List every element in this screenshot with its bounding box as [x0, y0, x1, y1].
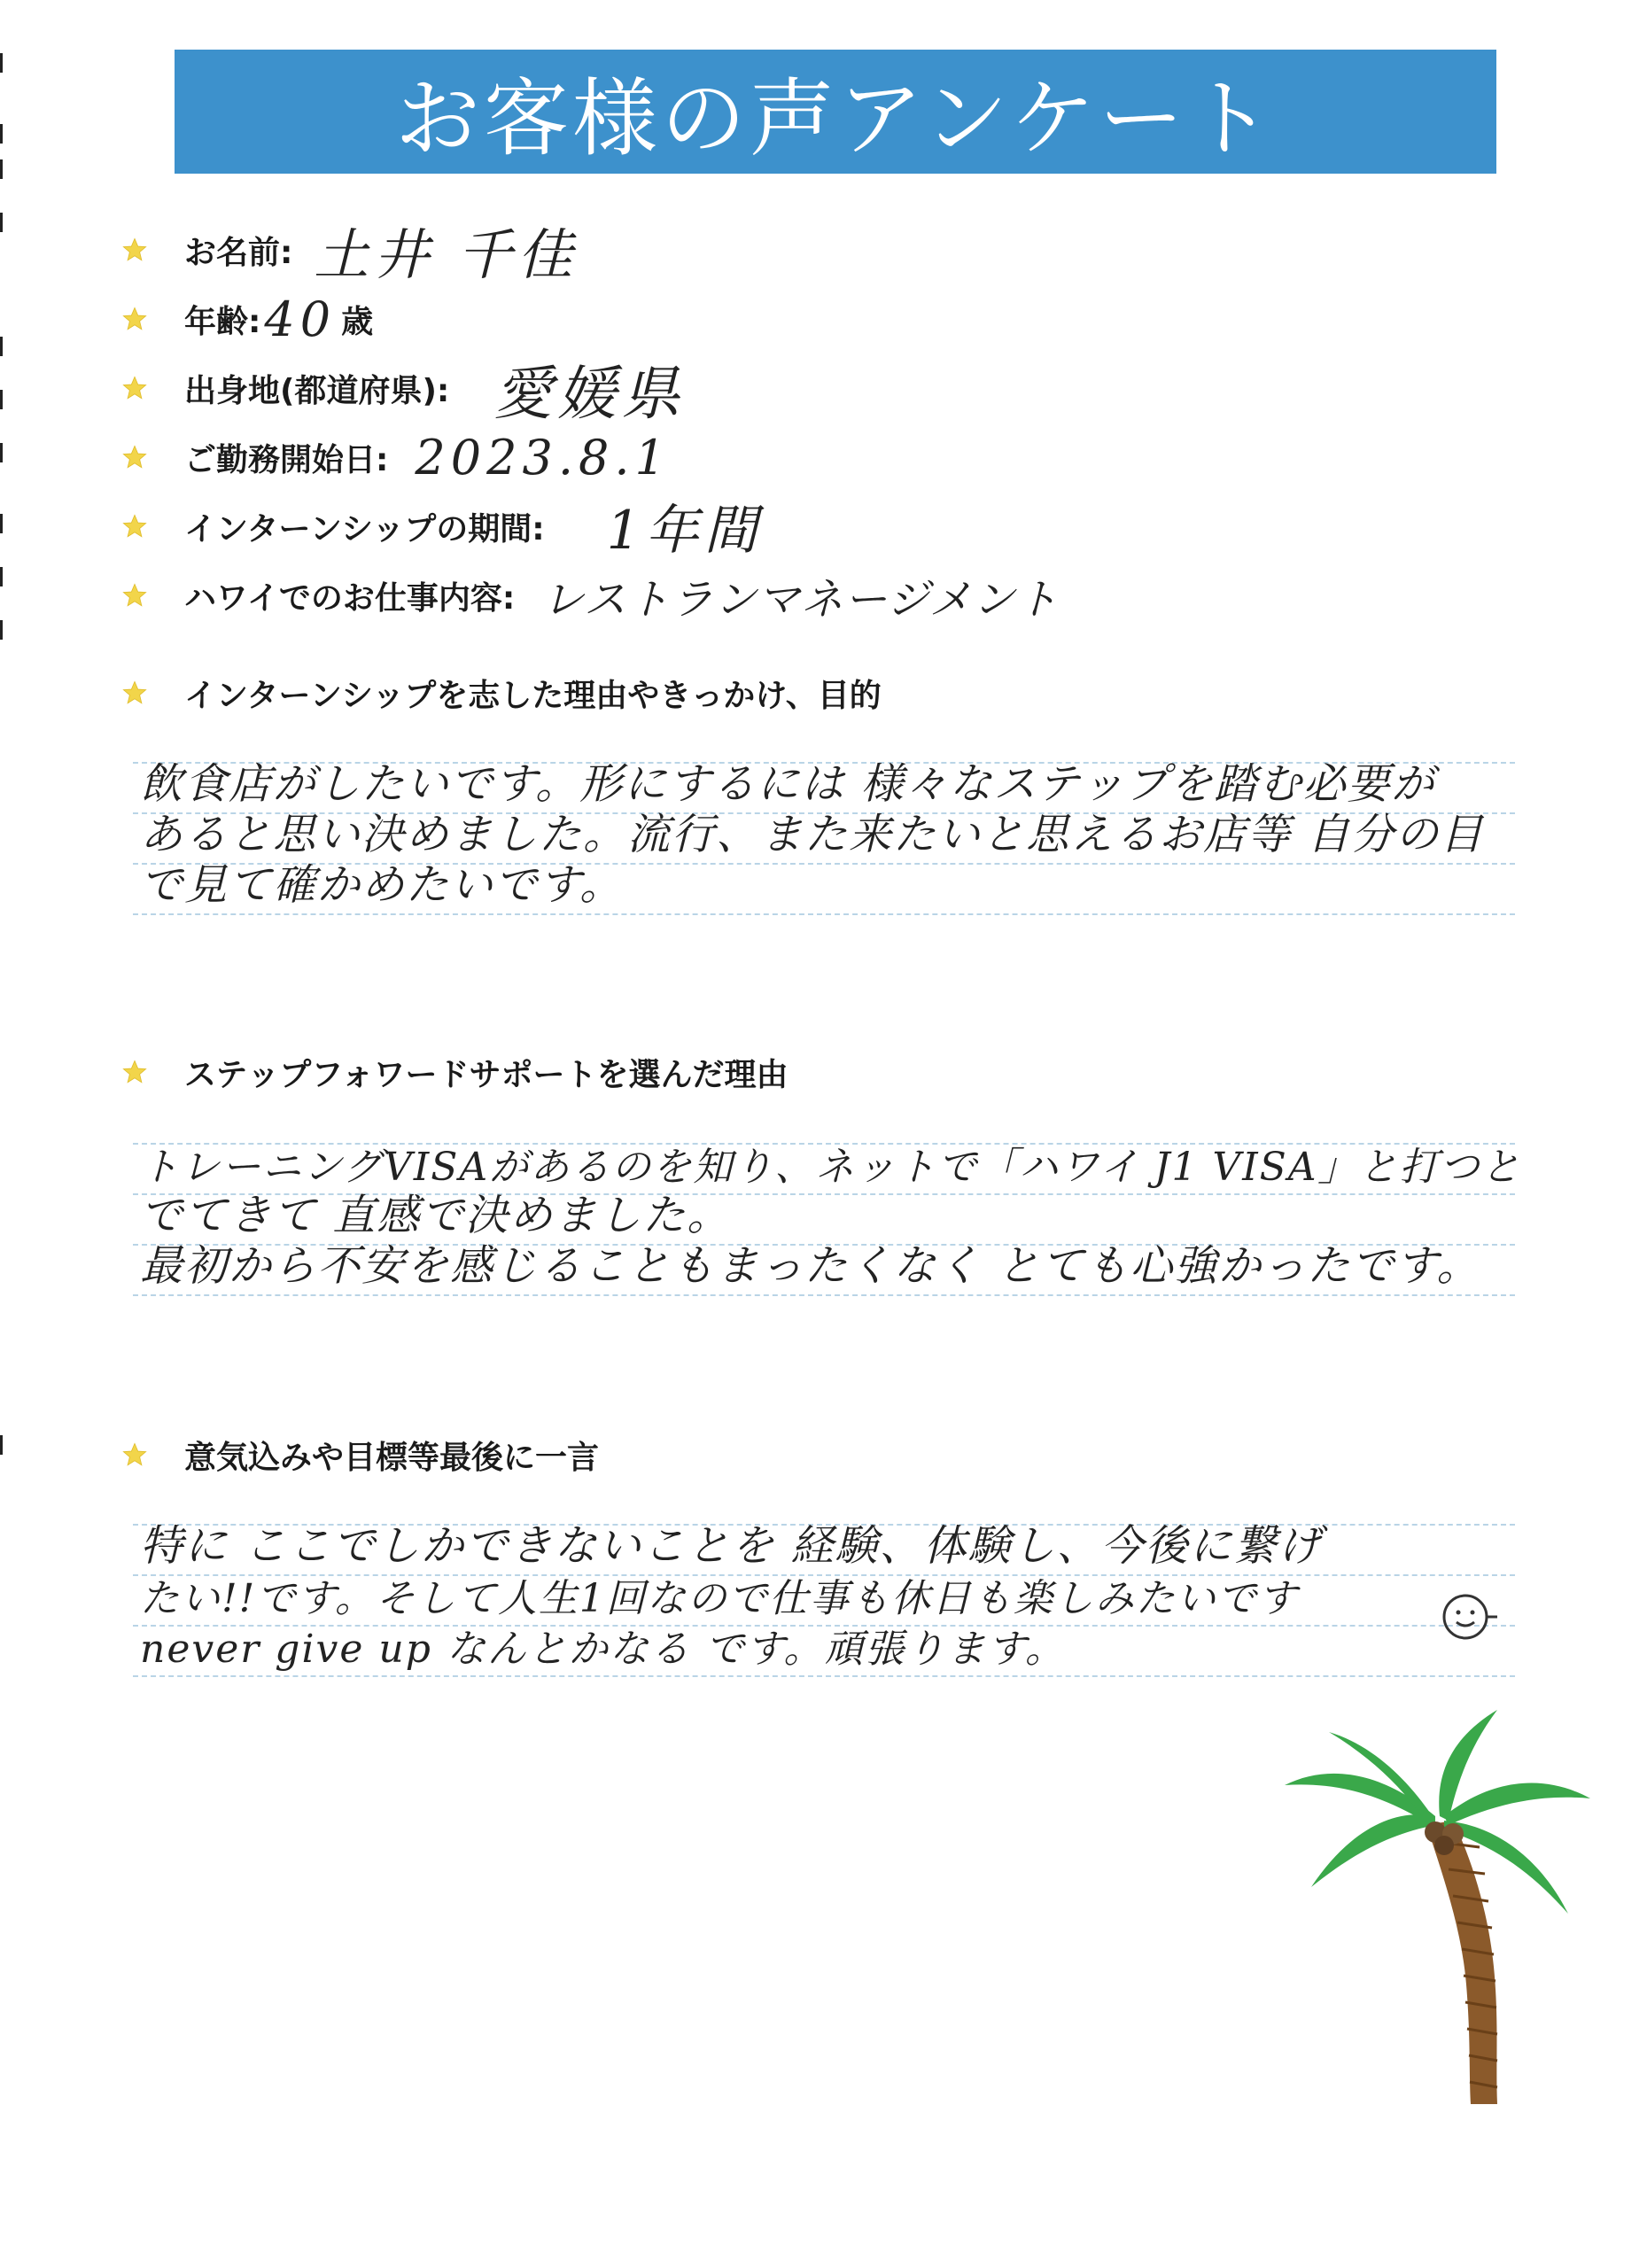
- star-icon: [122, 307, 147, 331]
- why-us-section-heading: [122, 1045, 788, 1099]
- origin-value: 愛媛県: [493, 359, 686, 428]
- start-date-value: 2023.8.1: [415, 429, 671, 485]
- reason-answer: [133, 759, 1515, 915]
- age-value: 40: [264, 291, 337, 347]
- answer-text: トレーニングVISAがあるのを知り、ネットで「ハワイ J1 VISA」と打つと: [140, 1145, 1522, 1190]
- scan-edge-marks: [0, 53, 4, 1559]
- age-row: [122, 292, 373, 346]
- star-icon: [122, 680, 147, 705]
- star-icon: [122, 1060, 147, 1084]
- why-us-answer: [133, 1143, 1522, 1296]
- reason-section-heading: [122, 666, 882, 719]
- goals-answer: [133, 1521, 1515, 1677]
- answer-line: [133, 1627, 1515, 1677]
- goals-section-heading: [122, 1428, 599, 1481]
- reason-heading: インターンシップを志した理由やきっかけ、目的: [184, 677, 882, 714]
- answer-text: あると思い決めました。流行、また来たいと思えるお店等 自分の目: [140, 810, 1485, 859]
- why-us-heading: ステップフォワードサポートを選んだ理由: [184, 1056, 789, 1093]
- answer-text: で見て確かめたいです。: [140, 860, 625, 910]
- start-date-label: ご勤務開始日:: [184, 441, 389, 478]
- goals-heading: 意気込みや目標等最後に一言: [184, 1439, 600, 1476]
- origin-row: [122, 359, 686, 428]
- star-icon: [122, 1442, 147, 1467]
- name-row: [122, 221, 579, 287]
- title-banner: [175, 50, 1496, 174]
- palm-tree-icon: [1276, 1701, 1595, 2109]
- period-label: インターンシップの期間:: [184, 510, 545, 548]
- star-icon: [122, 237, 147, 262]
- name-label: お名前:: [184, 234, 293, 271]
- answer-text: 特に ここでしかできないことを 経験、体験し、今後に繋げ: [140, 1521, 1323, 1571]
- answer-text: 最初から不安を感じることもまったくなく とても心強かったです。: [140, 1241, 1481, 1291]
- star-icon: [122, 445, 147, 470]
- job-value: レストランマネージメント: [541, 574, 1060, 625]
- answer-text: でてきて 直感で決めました。: [140, 1191, 732, 1240]
- origin-label: 出身地(都道府県):: [184, 372, 450, 409]
- period-row: [122, 500, 763, 562]
- star-icon: [122, 376, 147, 400]
- period-value: 1年間: [606, 500, 763, 562]
- start-date-row: [122, 431, 671, 484]
- answer-text: never give up なんとかなる です。頑張ります。: [140, 1627, 1066, 1672]
- job-row: [122, 569, 1060, 625]
- age-label: 年齢:: [184, 303, 261, 340]
- job-label: ハワイでのお仕事内容:: [184, 579, 516, 617]
- answer-text: たい!!です。そして人生1回なので仕事も休日も楽しみたいです: [140, 1576, 1299, 1621]
- star-icon: [122, 583, 147, 608]
- name-value: 土井 千佳: [314, 221, 579, 287]
- answer-line: [133, 1241, 1515, 1296]
- smiley-icon: [1435, 1590, 1499, 1643]
- answer-line: [133, 860, 1515, 915]
- answer-text: 飲食店がしたいです。形にするには 様々なステップを踏む必要が: [140, 759, 1436, 809]
- page-title: お客様の声アンケート: [394, 68, 1277, 168]
- age-suffix: 歳: [341, 303, 374, 340]
- star-icon: [122, 514, 147, 539]
